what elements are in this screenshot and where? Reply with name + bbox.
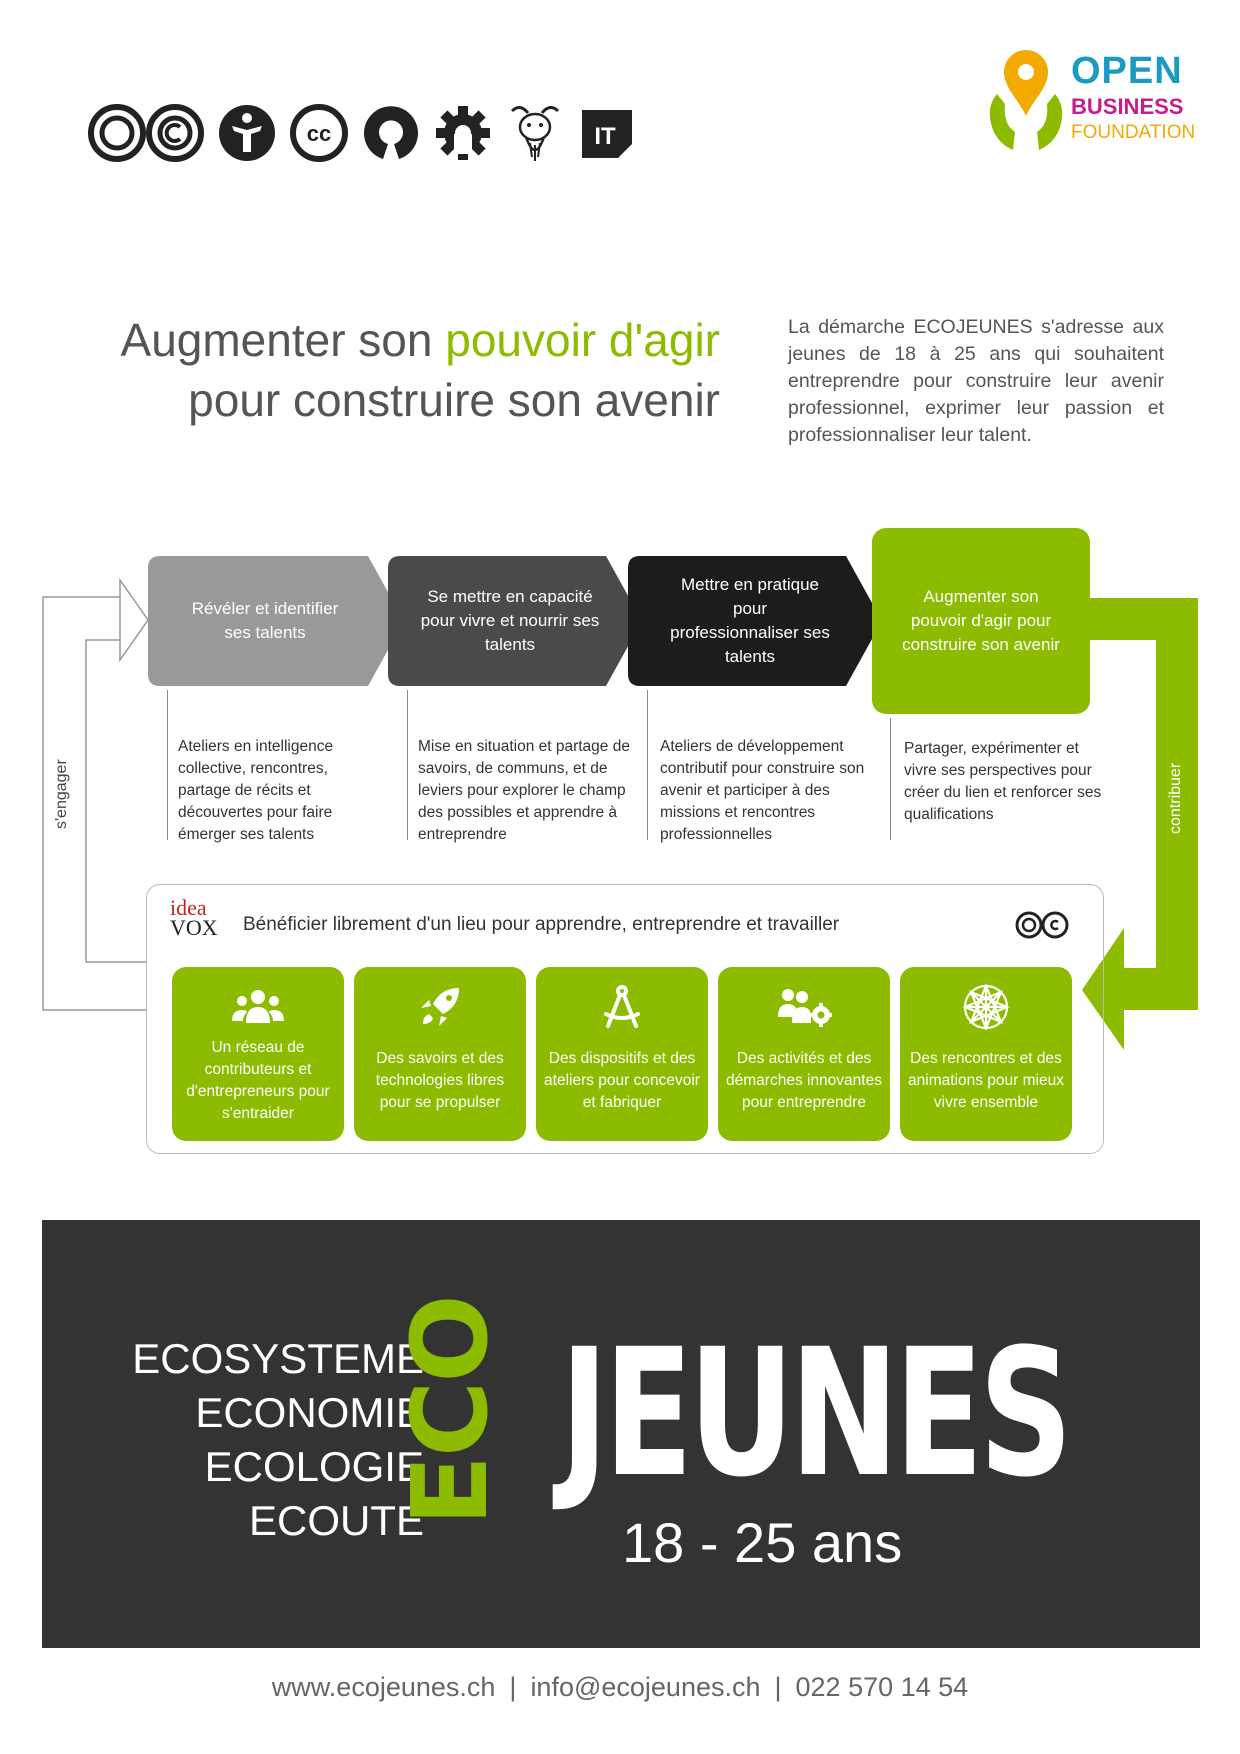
card-meetings [900,967,1072,1141]
card-workshops-text: Des dispositifs et des ateliers pour concevoir et fabriquer [544,1050,700,1111]
step-3-chevron [640,556,860,686]
card-activities-text: Des activités et des démarches innovantes pour entreprendre [726,1050,882,1111]
step-3-label: Mettre en pratique pour professionnaliser ses talents [670,575,830,666]
title-prefix: Augmenter son [120,314,446,366]
ideavox-line2: VOX [170,915,218,940]
step-4-box [872,556,1090,686]
step-2-label: Se mettre en capacité pour vivre et nourrir ses talents [420,587,600,654]
contact-line [0,1672,1240,1703]
step-4-divider [890,718,891,840]
title-line2: pour construire son avenir [188,374,720,426]
logo-foundation: FOUNDATION [1071,122,1196,143]
email-link[interactable]: info@ecojeunes.ch [530,1672,761,1702]
panel-open-source-icon [1014,910,1070,945]
network-globe-icon [900,985,1072,1029]
card-knowledge [354,967,526,1141]
title-accent: pouvoir d'agir [445,314,720,366]
people-gear-icon [718,985,890,1029]
panel-title: Bénéficier librement d'un lieu pour apprendre, entreprendre et travailler [243,914,840,935]
jeunes-text: JEUNES [560,1311,1069,1516]
separator: | [774,1672,782,1702]
card-network-text: Un réseau de contributeurs et d'entrepreneurs pour s'entraider [186,1039,330,1122]
step-2-desc: Mise en situation et partage de savoirs, de communs, et de leviers pour explorer le champ des possibles et apprendre à entreprendre [418,738,630,843]
step-1-chevron [150,556,380,686]
svg-text:cc: cc [306,121,332,146]
word-ecologie: ECOLOGIE [204,1443,424,1490]
step-3-divider [647,690,648,840]
step-2-divider [407,690,408,840]
ecojeunes-banner [42,1220,1200,1648]
step-4-label: Augmenter son pouvoir d'agir pour construire son avenir [902,587,1060,654]
intro-text: La démarche ECOJEUNES s'adresse aux jeunes de 18 à 25 ans qui souhaitent entreprendre pour construire leur avenir professionnel, exprimer leur passion et professionnaliser leur talent. [788,316,1164,446]
compass-tool-icon [536,985,708,1029]
word-economie: ECONOMIE [195,1389,424,1436]
people-group-icon [172,985,344,1029]
card-workshops [536,967,708,1141]
eco-vertical-text: ECO [389,1296,511,1526]
step-1-divider [167,690,168,840]
eco-words [132,1332,424,1548]
card-activities [718,967,890,1141]
ideavox-line1: idea [170,895,207,920]
step-4-desc: Partager, expérimenter et vivre ses perspectives pour créer du lien et renforcer ses qualifications [904,740,1102,823]
ideavox-logo [170,895,218,940]
separator: | [509,1672,517,1702]
card-knowledge-text: Des savoirs et des technologies libres pour se propulser [375,1050,505,1111]
step-2-chevron [400,556,620,686]
word-ecosysteme: ECOSYSTEME [132,1335,424,1382]
logo-business: BUSINESS [1071,94,1184,119]
left-loop-label: s'engager [53,759,70,829]
right-loop-label: contribuer [1167,762,1184,834]
step-1-label: Révéler et identifier ses talents [191,599,339,642]
word-ecoute: ECOUTE [248,1497,424,1544]
website-link[interactable]: www.ecojeunes.ch [271,1672,496,1702]
logo-open: OPEN [1071,50,1183,92]
card-meetings-text: Des rencontres et des animations pour mieux vivre ensemble [908,1050,1064,1111]
step-3-desc: Ateliers de développement contributif pour construire son avenir et participer à des missions et rencontres professionnelles [660,738,865,843]
age-range: 18 - 25 ans [622,1511,903,1574]
card-network [172,967,344,1141]
step-1-desc: Ateliers en intelligence collective, rencontres, partage de récits et découvertes pour faire émerger ses talents [178,738,334,843]
rocket-icon [354,985,526,1029]
svg-text:IT: IT [594,123,616,150]
phone-number: 022 570 14 54 [795,1672,969,1702]
